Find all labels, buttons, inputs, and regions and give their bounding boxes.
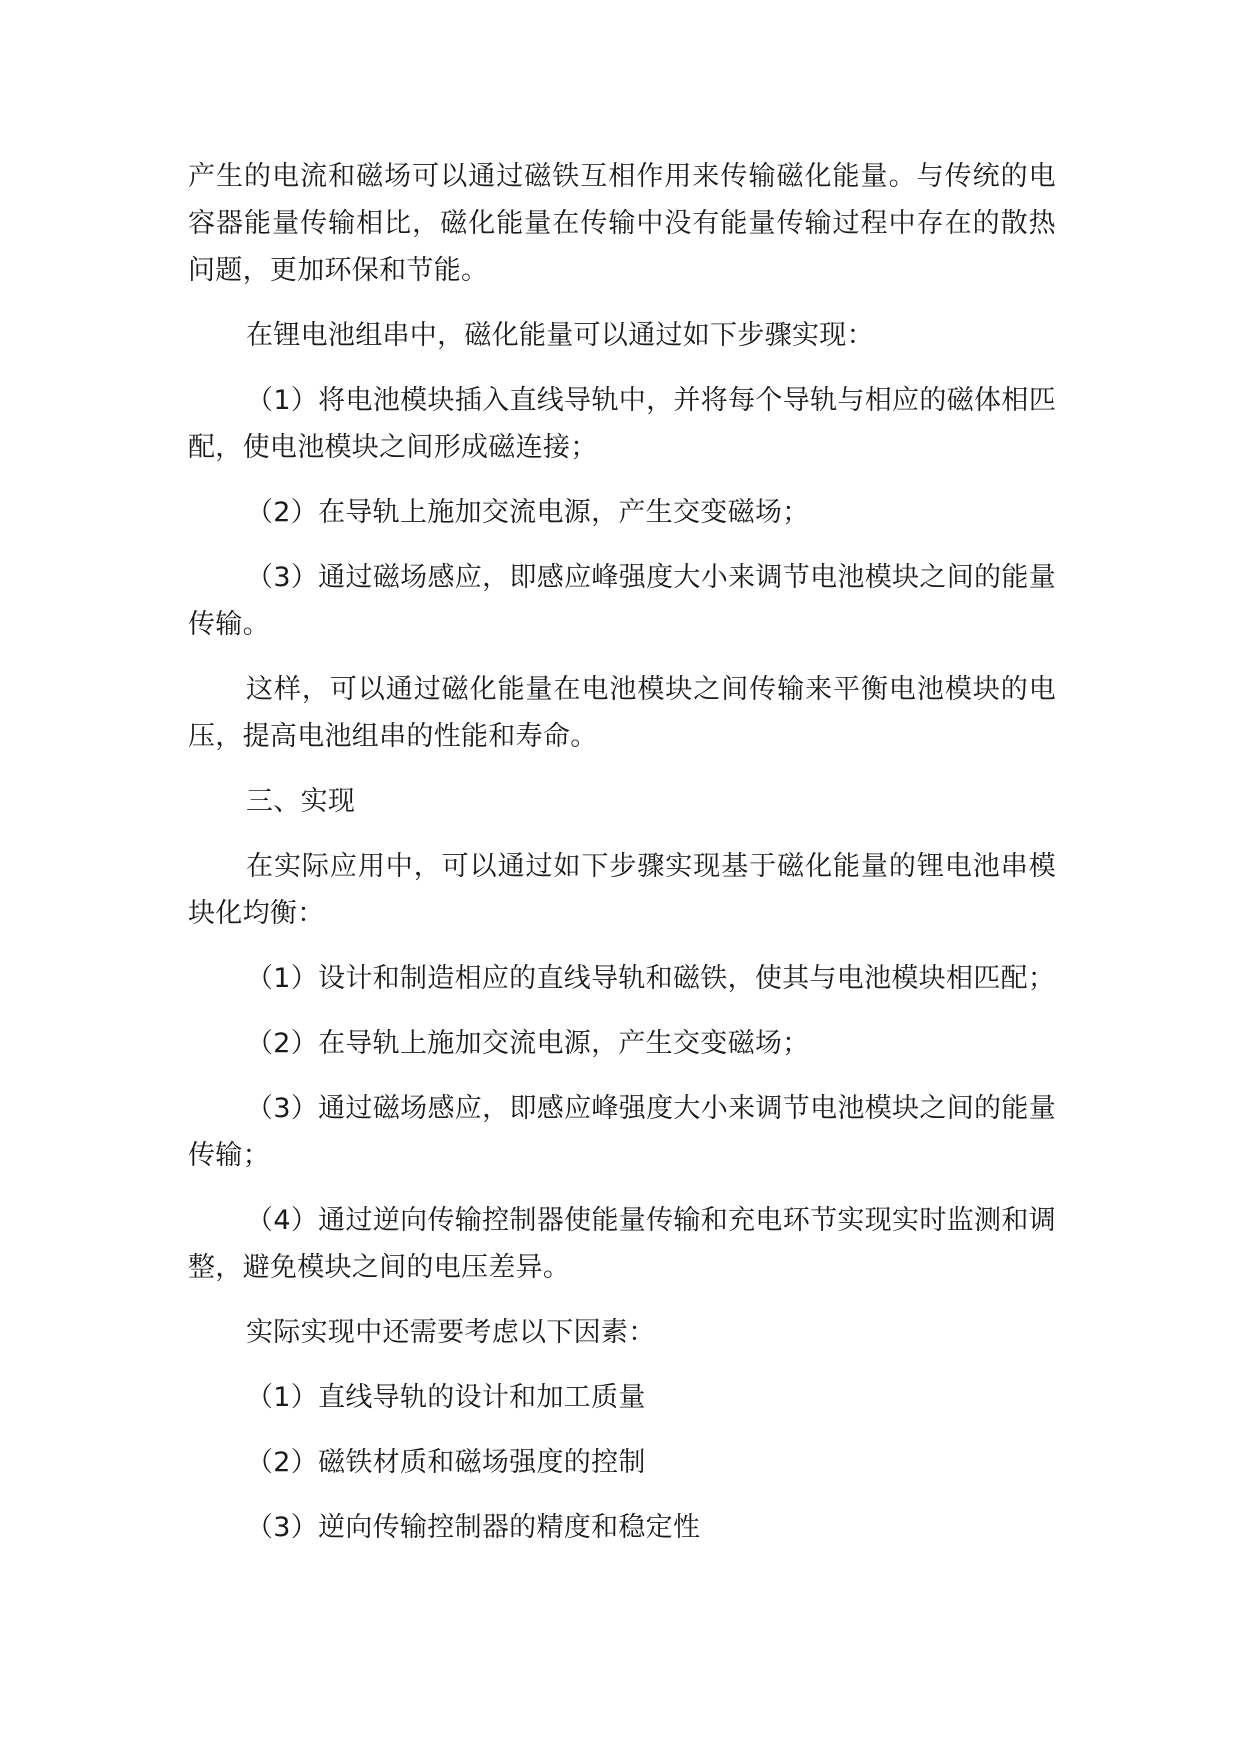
list-item: （2）磁铁材质和磁场强度的控制 — [246, 1447, 646, 1478]
paragraph: 在锂电池组串中，磁化能量可以通过如下步骤实现： — [246, 320, 874, 351]
paragraph: 产生的电流和磁场可以通过磁铁互相作用来传输磁化能量。与传统的电容器能量传输相比，磁化能量在传输中没有能量传输过程中存在的散热问题，更加环保和节能。 — [188, 161, 1056, 286]
list-item: （3）通过磁场感应，即感应峰强度大小来调节电池模块之间的能量传输； — [188, 1093, 1056, 1171]
list-item: （1）将电池模块插入直线导轨中，并将每个导轨与相应的磁体相匹配，使电池模块之间形成磁连接； — [188, 385, 1056, 463]
paragraph: 实际实现中还需要考虑以下因素： — [246, 1317, 656, 1348]
document-body — [188, 153, 1056, 1569]
list-item: （4）通过逆向传输控制器使能量传输和充电环节实现实时监测和调整，避免模块之间的电压差异。 — [188, 1205, 1056, 1283]
list-item: （2）在导轨上施加交流电源，产生交变磁场； — [246, 1028, 810, 1059]
list-item: （1）设计和制造相应的直线导轨和磁铁，使其与电池模块相匹配； — [246, 963, 1056, 994]
list-item: （1）直线导轨的设计和加工质量 — [246, 1382, 646, 1413]
list-item: （3）通过磁场感应，即感应峰强度大小来调节电池模块之间的能量传输。 — [188, 562, 1056, 640]
section-heading: 三、实现 — [246, 786, 356, 817]
list-item: （3）逆向传输控制器的精度和稳定性 — [246, 1512, 701, 1543]
paragraph: 在实际应用中，可以通过如下步骤实现基于磁化能量的锂电池串模块化均衡： — [188, 851, 1056, 929]
list-item: （2）在导轨上施加交流电源，产生交变磁场； — [246, 497, 810, 528]
paragraph: 这样，可以通过磁化能量在电池模块之间传输来平衡电池模块的电压，提高电池组串的性能和寿命。 — [188, 674, 1056, 752]
